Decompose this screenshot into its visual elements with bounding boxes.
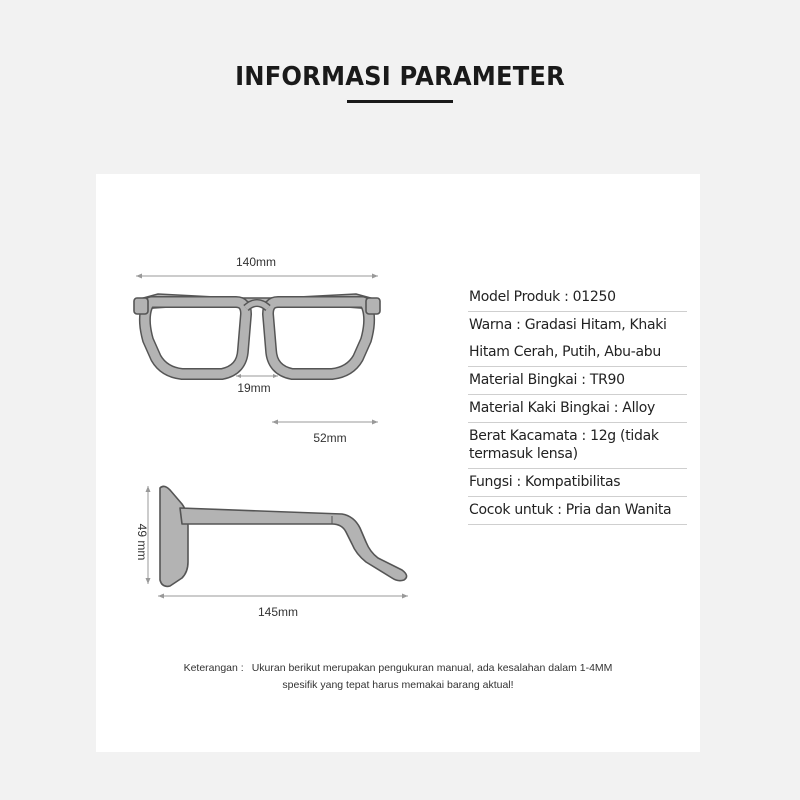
glasses-side-view [160, 486, 407, 586]
temple-length-label: 145mm [257, 605, 299, 619]
spec-color: Warna : Gradasi Hitam, Khaki [469, 317, 667, 333]
spec-weight: Berat Kacamata : 12g (tidak termasuk lensa) [468, 423, 687, 469]
lens-width-label: 52mm [313, 431, 347, 445]
front-width-label: 140mm [235, 255, 277, 269]
temple-length-dimension [158, 594, 408, 620]
spec-suitable-for: Cocok untuk : Pria dan Wanita [468, 497, 687, 525]
spec-color-continued: Hitam Cerah, Putih, Abu-abu [468, 339, 687, 367]
lens-height-label: 49 mm [135, 523, 149, 561]
lens-height-dimension [135, 486, 151, 584]
spec-temple-material: Material Kaki Bingkai : Alloy [468, 395, 687, 423]
title-underline [347, 100, 453, 103]
note-line-1: Ukuran berikut merupakan pengukuran manual, ada kesalahan dalam 1-4MM [251, 662, 613, 674]
spec-frame-material: Material Bingkai : TR90 [468, 367, 687, 395]
parameter-card [96, 174, 700, 752]
lens-width-dimension [272, 420, 378, 446]
page-title: INFORMASI PARAMETER [235, 62, 565, 92]
spec-function: Fungsi : Kompatibilitas [468, 469, 687, 497]
spec-list [468, 284, 687, 525]
note [96, 660, 700, 694]
glasses-front-view [134, 294, 380, 374]
front-width-dimension [136, 255, 378, 279]
bridge-dimension [236, 374, 278, 395]
bridge-label: 19mm [237, 381, 271, 395]
note-line-2: spesifik yang tepat harus memakai barang aktual! [282, 679, 514, 691]
note-label: Keterangan : [183, 662, 244, 674]
spec-model: Model Produk : 01250 [468, 284, 687, 312]
